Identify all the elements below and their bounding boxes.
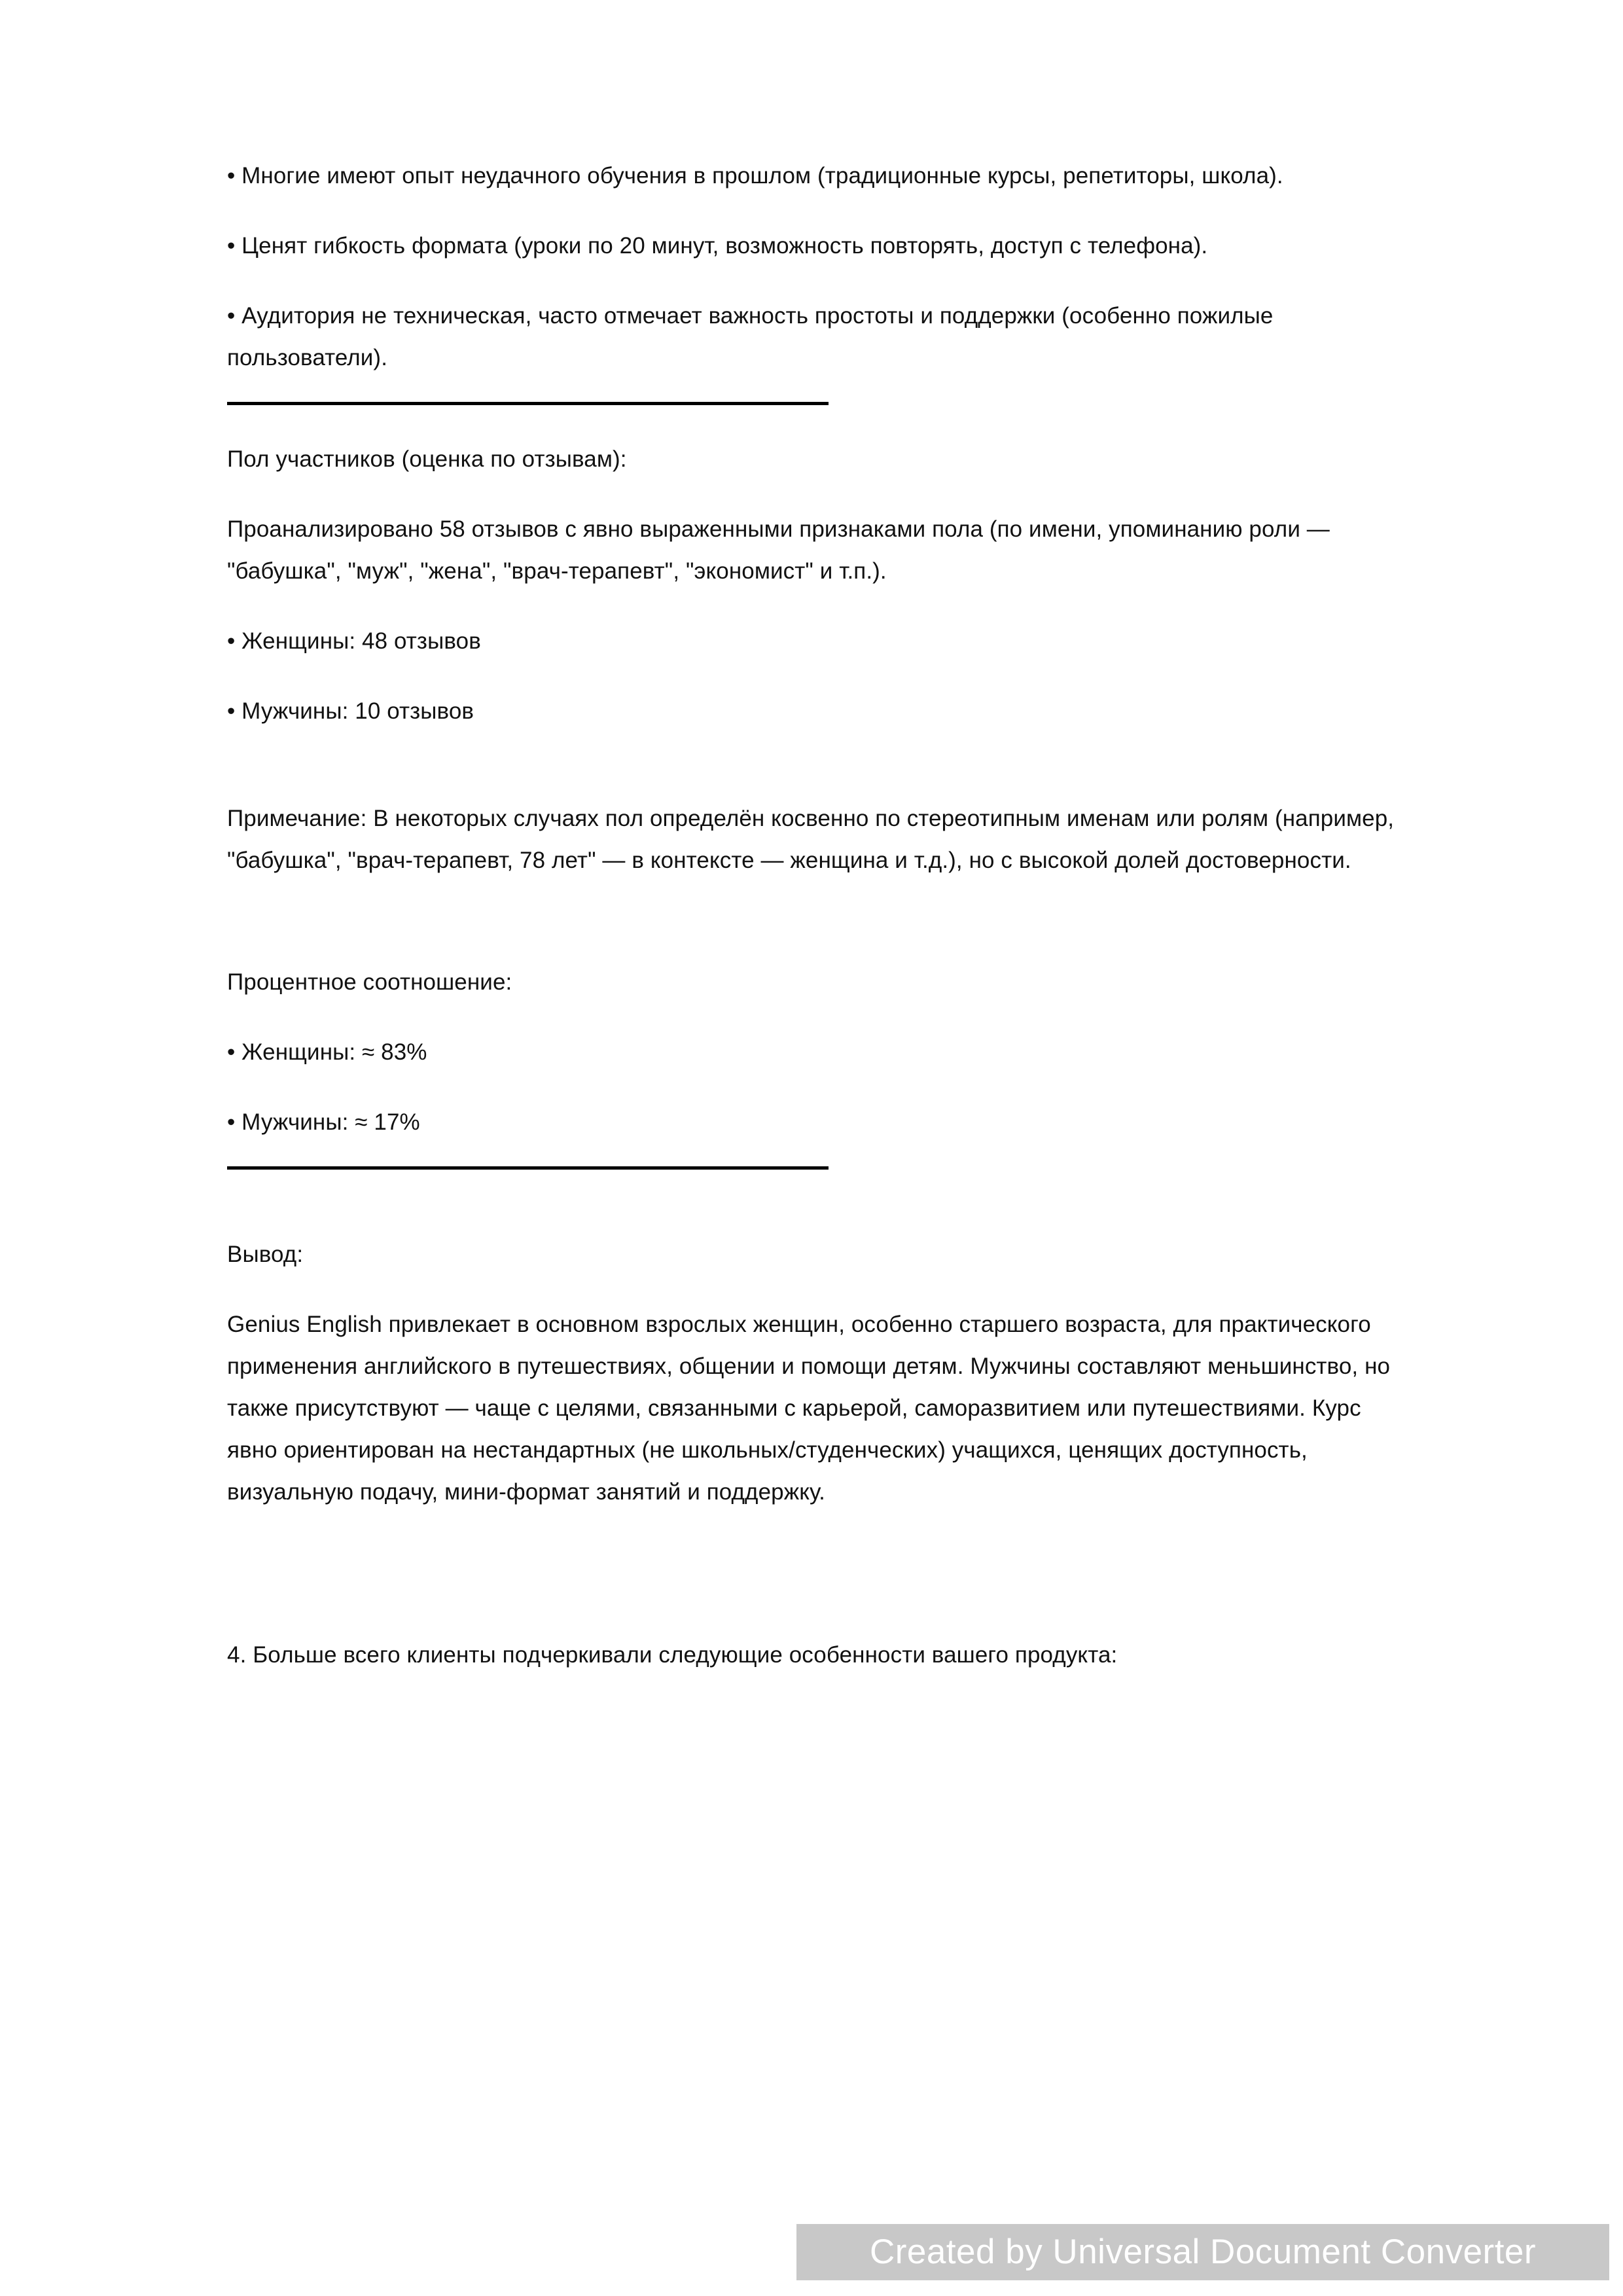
- gender-section-intro: Проанализировано 58 отзывов с явно выраженными признаками пола (по имени, упоминанию роли — "бабушка", "муж", "жена", "врач-терапевт", "экономист" и т.п.).: [227, 516, 1330, 584]
- bullet-item-non-technical-audience: • Аудитория не техническая, часто отмечает важность простоты и поддержки (особенно пожилые пользователи).: [227, 303, 1274, 370]
- bullet-item-men-percent: • Мужчины: ≈ 17%: [227, 1109, 420, 1135]
- section-divider-top: [227, 402, 829, 405]
- watermark-label: Created by Universal Document Converter: [869, 2233, 1537, 2271]
- gender-section-note: Примечание: В некоторых случаях пол определён косвенно по стереотипным именам или ролям (например, "бабушка", "врач-терапевт, 78 лет" — в контексте — женщина и т.д.), но с высокой долей достоверности.: [227, 806, 1395, 873]
- bullet-item-women-percent: • Женщины: ≈ 83%: [227, 1039, 427, 1065]
- bullet-item-past-learning: • Многие имеют опыт неудачного обучения в прошлом (традиционные курсы, репетиторы, школа).: [227, 163, 1283, 188]
- document-content: [227, 0, 1412, 1699]
- gender-section-heading: Пол участников (оценка по отзывам):: [227, 446, 627, 472]
- conclusion-heading: Вывод:: [227, 1242, 304, 1267]
- bullet-item-men-count: • Мужчины: 10 отзывов: [227, 698, 474, 724]
- bullet-item-format-flexibility: • Ценят гибкость формата (уроки по 20 минут, возможность повторять, доступ с телефона).: [227, 233, 1208, 259]
- next-question-heading: 4. Больше всего клиенты подчеркивали следующие особенности вашего продукта:: [227, 1642, 1118, 1668]
- bullet-item-women-count: • Женщины: 48 отзывов: [227, 628, 481, 654]
- conclusion-text: Genius English привлекает в основном взрослых женщин, особенно старшего возраста, для практического применения английского в путешествиях, общении и помощи детям. Мужчины составляют меньшинство, но также присутствуют — чаще с целями, связанными с карьерой, саморазвитием или путешествиями. Курс явно ориентирован на нестандартных (не школьных/студенческих) учащихся, ценящих доступность, визуальную подачу, мини-формат занятий и поддержку.: [227, 1312, 1391, 1505]
- watermark-bar: [796, 2224, 1609, 2280]
- section-divider-bottom: [227, 1166, 829, 1170]
- percent-heading: Процентное соотношение:: [227, 969, 512, 995]
